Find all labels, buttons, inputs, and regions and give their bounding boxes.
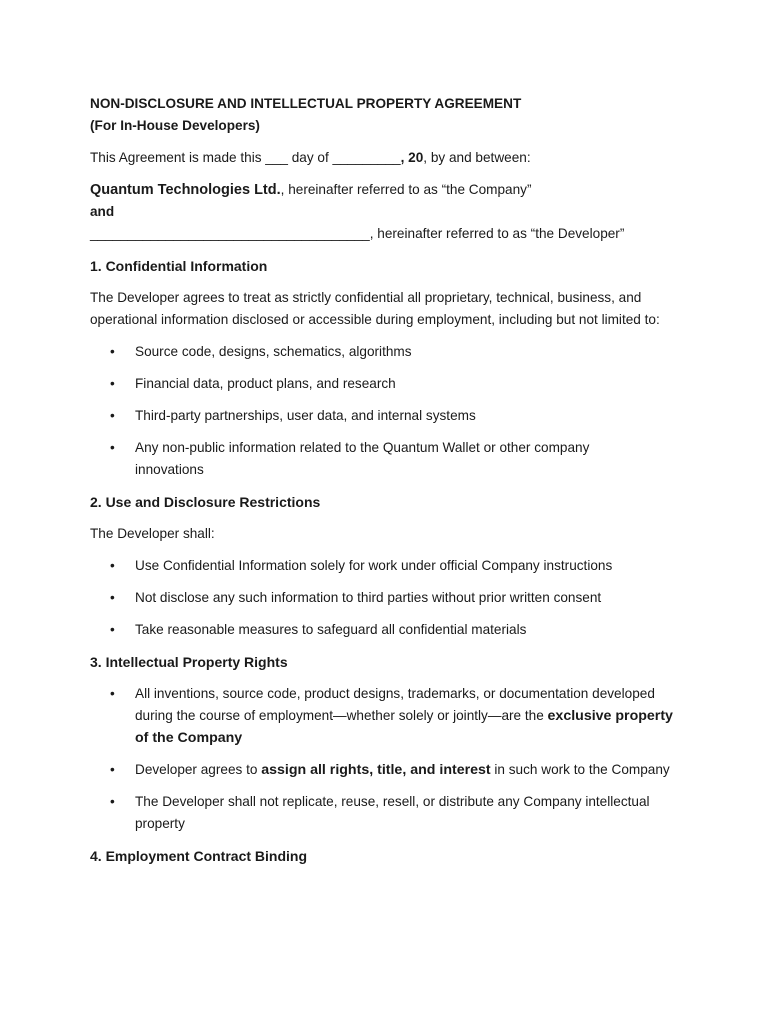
list-item bbox=[90, 791, 670, 835]
section-3-heading: 3. Intellectual Property Rights bbox=[90, 654, 288, 670]
bullet-icon: • bbox=[110, 558, 115, 573]
list-item-text: Third-party partnerships, user data, and internal systems bbox=[135, 408, 476, 423]
list-item-emphasis: exclusive property of the Company bbox=[135, 708, 673, 746]
list-item-text: All inventions, source code, product designs, trademarks, or documentation developed during the course of employment—whether solely or jointly—are the bbox=[135, 686, 655, 723]
list-item-text: Take reasonable measures to safeguard all confidential materials bbox=[135, 622, 527, 637]
section-4-heading: 4. Employment Contract Binding bbox=[90, 848, 308, 864]
list-item bbox=[90, 759, 680, 781]
company-suffix: , hereinafter referred to as “the Company” bbox=[280, 182, 532, 197]
section-1-paragraph: The Developer agrees to treat as strictly confidential all proprietary, technical, business, and operational information disclosed or accessible during employment, including but not limited to: bbox=[90, 290, 660, 327]
list-item-text: in such work to the Company bbox=[490, 762, 670, 777]
list-item-text: Any non-public information related to the Quantum Wallet or other company innovations bbox=[135, 440, 590, 477]
section-2-paragraph: The Developer shall: bbox=[90, 526, 215, 541]
developer-line bbox=[90, 223, 690, 245]
intro-suffix: , by and between: bbox=[423, 150, 531, 165]
company-name: Quantum Technologies Ltd. bbox=[90, 182, 281, 198]
intro-line bbox=[90, 147, 690, 169]
and-word: and bbox=[90, 204, 115, 219]
list-item bbox=[90, 683, 680, 749]
parties-block bbox=[90, 179, 690, 245]
list-item bbox=[90, 619, 680, 641]
intro-prefix: This Agreement is made this ___ day of _________ bbox=[90, 150, 401, 165]
developer-suffix: , hereinafter referred to as “the Developer” bbox=[369, 226, 625, 241]
intro-year: , 20 bbox=[400, 150, 424, 165]
bullet-icon: • bbox=[110, 590, 115, 605]
company-line bbox=[90, 179, 690, 201]
list-item-text: Use Confidential Information solely for work under official Company instructions bbox=[135, 558, 613, 573]
bullet-icon: • bbox=[110, 794, 115, 809]
bullet-icon: • bbox=[110, 344, 115, 359]
bullet-icon: • bbox=[110, 408, 115, 423]
developer-blank: _____________________________________ bbox=[90, 226, 370, 241]
list-item bbox=[90, 341, 680, 363]
list-item-text: Developer agrees to bbox=[135, 762, 262, 777]
section-1-list bbox=[90, 341, 690, 481]
document-title: NON-DISCLOSURE AND INTELLECTUAL PROPERTY AGREEMENT bbox=[90, 96, 522, 111]
bullet-icon: • bbox=[110, 440, 115, 455]
list-item-emphasis: assign all rights, title, and interest bbox=[261, 762, 491, 778]
bullet-icon: • bbox=[110, 622, 115, 637]
section-2-heading: 2. Use and Disclosure Restrictions bbox=[90, 494, 321, 510]
list-item-text: Financial data, product plans, and research bbox=[135, 376, 396, 391]
list-item bbox=[90, 555, 680, 577]
list-item bbox=[90, 405, 680, 427]
section-3-list bbox=[90, 683, 690, 835]
document-page bbox=[90, 93, 690, 877]
list-item-text: Not disclose any such information to third parties without prior written consent bbox=[135, 590, 602, 605]
bullet-icon: • bbox=[110, 762, 115, 777]
bullet-icon: • bbox=[110, 376, 115, 391]
bullet-icon: • bbox=[110, 686, 115, 701]
list-item bbox=[90, 373, 680, 395]
list-item bbox=[90, 587, 680, 609]
list-item-text: The Developer shall not replicate, reuse, resell, or distribute any Company intellectual property bbox=[135, 794, 650, 831]
list-item-text: Source code, designs, schematics, algorithms bbox=[135, 344, 412, 359]
list-item bbox=[90, 437, 655, 481]
document-subtitle: (For In-House Developers) bbox=[90, 118, 260, 133]
section-1-heading: 1. Confidential Information bbox=[90, 258, 268, 274]
section-2-list bbox=[90, 555, 690, 641]
